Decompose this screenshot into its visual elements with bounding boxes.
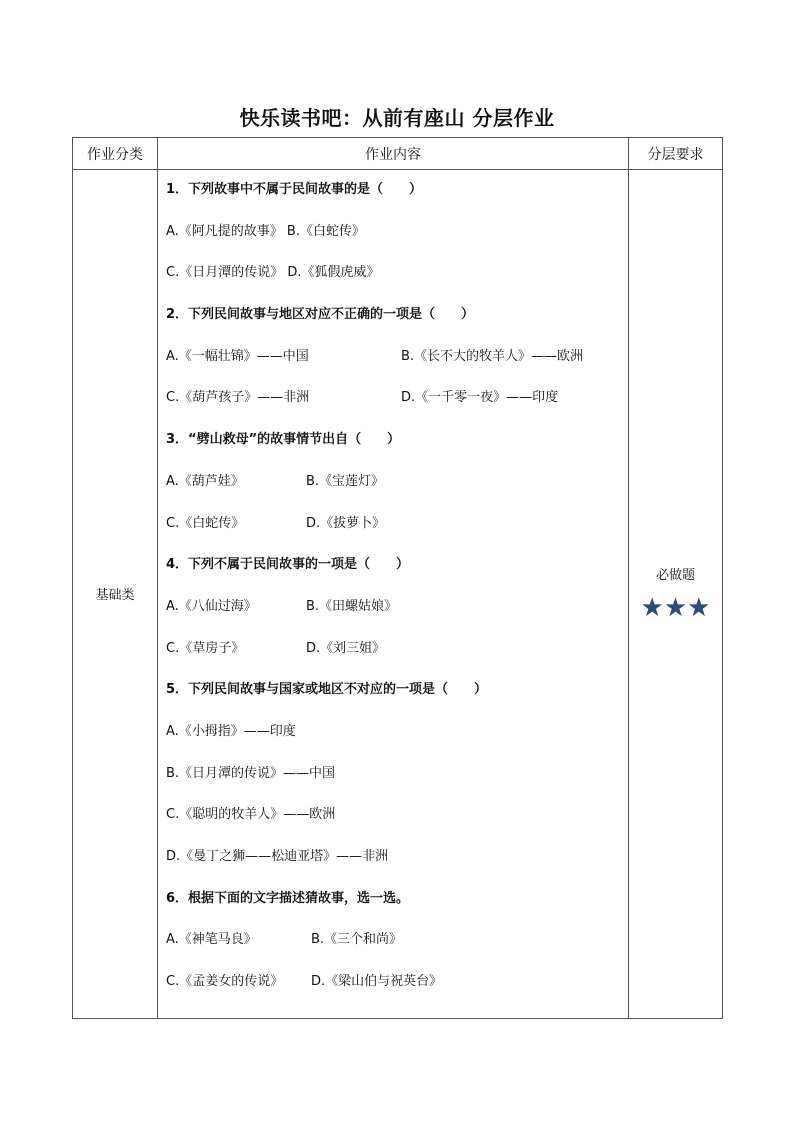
category-cell: 基础类	[73, 170, 158, 1019]
question-text: 2．下列民间故事与地区对应不正确的一项是（ ）	[166, 307, 475, 323]
option-line	[166, 512, 628, 554]
option-line	[166, 720, 628, 762]
option-text: A.《阿凡提的故事》 B.《白蛇传》	[166, 223, 365, 239]
option-text: B.《宝莲灯》	[306, 473, 385, 489]
question-list	[166, 178, 628, 1012]
option-text: D.《刘三姐》	[306, 640, 386, 656]
question-text: 5．下列民间故事与国家或地区不对应的一项是（ ）	[166, 682, 488, 698]
option-text: A.《葫芦娃》	[166, 473, 244, 489]
requirement-cell	[629, 170, 723, 1019]
option-line	[166, 928, 628, 970]
option-line	[166, 386, 628, 428]
star-rating-icon: ★★★	[640, 593, 711, 624]
option-line	[166, 345, 628, 387]
question-text: 1．下列故事中不属于民间故事的是（ ）	[166, 182, 423, 197]
option-line	[166, 845, 628, 887]
option-text: C.《日月潭的传说》 D.《狐假虎威》	[166, 265, 380, 281]
option-text: A.《一幅壮锦》——中国	[166, 348, 309, 364]
option-text: B.《长不大的牧羊人》——欧洲	[401, 348, 584, 364]
option-text: D.《梁山伯与祝英台》	[311, 974, 443, 990]
question-text: 6．根据下面的文字描述猜故事，选一选。	[166, 890, 410, 906]
option-line	[166, 595, 628, 637]
option-line	[166, 970, 628, 1012]
page-title: 快乐读书吧：从前有座山 分层作业	[239, 106, 555, 130]
option-text: C.《白蛇传》	[166, 515, 245, 531]
option-line	[166, 637, 628, 679]
option-text: C.《聪明的牧羊人》——欧洲	[166, 807, 336, 823]
option-text: C.《孟姜女的传说》	[166, 974, 284, 990]
question-text: 3．“劈山救母”的故事情节出自（ ）	[166, 432, 401, 448]
option-text: B.《日月潭的传说》——中国	[166, 765, 336, 781]
table-row	[73, 170, 723, 1019]
option-text: A.《神笔马良》	[166, 932, 257, 948]
homework-table	[72, 137, 723, 1019]
option-line	[166, 803, 628, 845]
header-category: 作业分类	[73, 138, 158, 170]
option-text: D.《拔萝卜》	[306, 515, 386, 531]
option-line	[166, 220, 628, 262]
option-text: C.《草房子》	[166, 640, 245, 656]
option-line	[166, 762, 628, 804]
option-line	[166, 470, 628, 512]
header-content: 作业内容	[158, 138, 629, 170]
header-requirement: 分层要求	[629, 138, 723, 170]
option-text: C.《葫芦孩子》——非洲	[166, 390, 310, 406]
question-text: 4．下列不属于民间故事的一项是（ ）	[166, 557, 410, 573]
header-row	[73, 138, 723, 170]
option-text: B.《田螺姑娘》	[306, 598, 398, 614]
requirement-label: 必做题	[655, 568, 695, 584]
option-text: A.《小拇指》——印度	[166, 723, 296, 739]
option-text: D.《曼丁之狮——松迪亚塔》——非洲	[166, 849, 389, 864]
content-cell	[158, 170, 629, 1019]
option-line	[166, 261, 628, 303]
option-text: D.《一千零一夜》——印度	[401, 390, 559, 406]
option-text: A.《八仙过海》	[166, 598, 257, 614]
option-text: B.《三个和尚》	[311, 932, 403, 948]
